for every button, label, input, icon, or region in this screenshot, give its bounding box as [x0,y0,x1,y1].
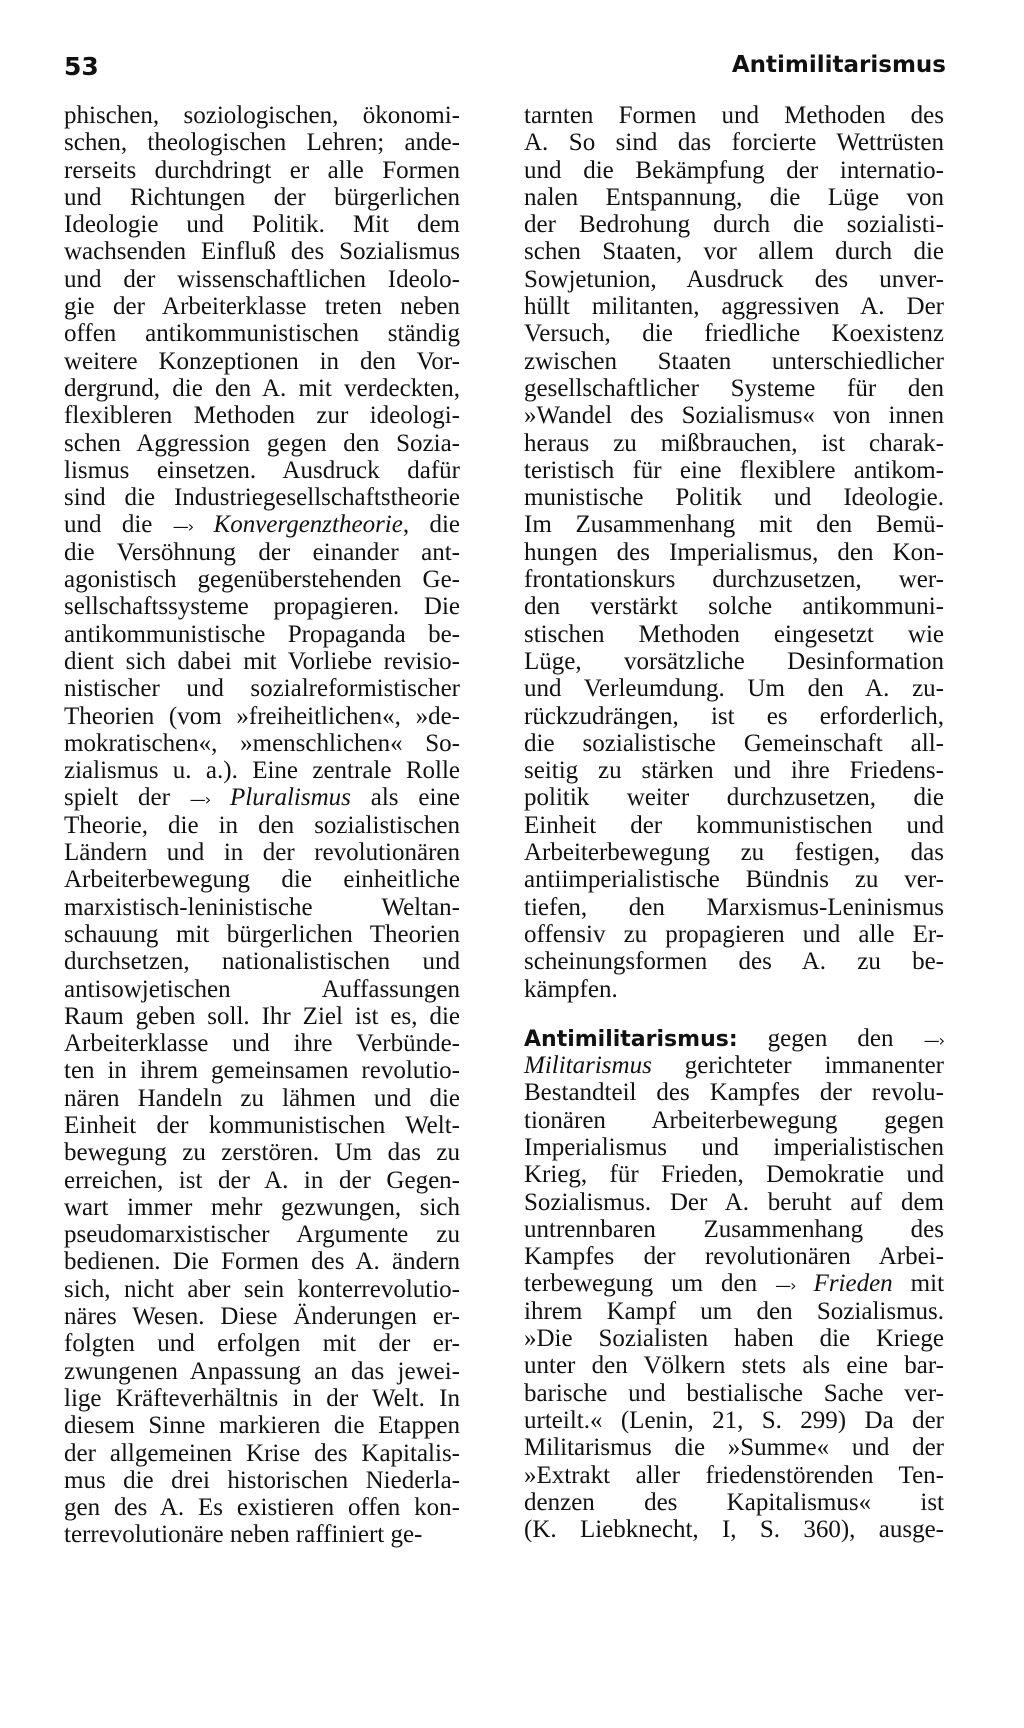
text-line: untrennbaren Zusammenhang des [524,1215,944,1243]
text-line: Im Zusammenhang mit den Bemü- [524,511,944,539]
text-line: offensiv zu propagieren und alle Er- [524,920,944,948]
text-line: scheinungsformen des A. zu be- [524,948,944,976]
text-line: »Extrakt aller friedenstörenden Ten- [524,1461,944,1489]
text-line: folgten und erfolgen mit der er- [64,1330,460,1358]
text-line: und Richtungen der bürgerlichen [64,183,460,211]
cross-reference-militarism: Militarismus [524,1052,652,1080]
left-column [64,102,460,1549]
text-line: »Wandel des Sozialismus« von innen [524,402,944,430]
text-line: diesem Sinne markieren die Etappen [64,1412,460,1440]
text-line: näres Wesen. Diese Änderungen er- [64,1303,460,1331]
text-line: und der wissenschaftlichen Ideolo- [64,265,460,293]
text-line: hüllt militanten, aggressiven A. Der [524,293,944,321]
text-line: tiefen, den Marxismus-Leninismus [524,893,944,921]
text-line: dergrund, die den A. mit verdeckten, [64,374,460,402]
text-line: barische und bestialische Sache ver- [524,1379,944,1407]
cross-reference-peace: Frieden [813,1270,893,1298]
text-line: schauung mit bürgerlichen Theorien [64,920,460,948]
cross-reference-arrow-icon: —› [775,1276,796,1296]
cross-reference-arrow-icon: —› [172,517,194,537]
text-line: »Die Sozialisten haben die Kriege [524,1325,944,1353]
text-line: sellschaftssysteme propagieren. Die [64,593,460,621]
text-line: Einheit der kommunistischen und [524,811,944,839]
text-line: ihrem Kampf um den Sozialismus. [524,1297,944,1325]
text-fragment: spielt der [64,784,170,812]
text-line: zwischen Staaten unterschiedlicher [524,347,944,375]
text-line: Arbeiterbewegung die einheitliche [64,866,460,894]
text-line: flexibleren Methoden zur ideologi- [64,402,460,430]
text-line: hungen des Imperialismus, den Kon- [524,538,944,566]
text-line: der allgemeinen Krise des Kapitalis- [64,1439,460,1467]
text-line: Bestandteil des Kampfes der revolu- [524,1079,944,1107]
text-line: urteilt.« (Lenin, 21, S. 299) Da der [524,1406,944,1434]
text-line [524,1052,944,1079]
text-line [64,511,460,538]
text-line: mokratischen«, »menschlichen« So- [64,729,460,757]
text-line: Krieg, für Frieden, Demokratie und [524,1161,944,1189]
text-line: tarnten Formen und Methoden des [524,102,944,129]
text-line: und die Bekämpfung der internatio- [524,156,944,184]
text-line: antisowjetischen Auffassungen [64,975,460,1003]
text-line: schen Aggression gegen den Sozia- [64,429,460,457]
text-line: A. So sind das forcierte Wettrüsten [524,129,944,157]
text-line: rerseits durchdringt er alle Formen [64,156,460,184]
entry-headword: Antimilitarismus: [524,1026,738,1052]
text-line: und Verleumdung. Um den A. zu- [524,675,944,703]
text-line: antiimperialistische Bündnis zu ver- [524,866,944,894]
text-fragment: und die [64,511,153,539]
text-line: lige Kräfteverhältnis in der Welt. In [64,1384,460,1412]
text-line: Ideologie und Politik. Mit dem [64,211,460,239]
text-line: Theorie, die in den sozialistischen [64,811,460,839]
text-line: gen des A. Es existieren offen kon- [64,1494,460,1522]
cross-reference-arrow-icon: —› [189,790,211,810]
entry-spacer [524,1003,944,1025]
text-line: zwungenen Anpassung an das jewei- [64,1357,460,1385]
text-line: gesellschaftlicher Systeme für den [524,374,944,402]
text-line: tionären Arbeiterbewegung gegen [524,1106,944,1134]
text-line: Kampfes der revolutionären Arbei- [524,1243,944,1271]
text-line: bewegung zu zerstören. Um das zu [64,1139,460,1167]
text-line: Arbeiterbewegung zu festigen, das [524,839,944,867]
text-fragment: mit [892,1270,945,1298]
text-line: zialismus u. a.). Eine zentrale Rolle [64,757,460,785]
text-line: antikommunistische Propaganda be- [64,620,460,648]
text-line: schen, theologischen Lehren; ande- [64,129,460,157]
page-header [64,52,946,84]
text-line: marxistisch-leninistische Weltan- [64,893,460,921]
text-line: lismus einsetzen. Ausdruck dafür [64,456,460,484]
text-line [524,1270,944,1297]
text-line: Sozialismus. Der A. beruht auf dem [524,1188,944,1216]
text-line: seitig zu stärken und ihre Friedens- [524,757,944,785]
text-line: Ländern und in der revolutionären [64,839,460,867]
text-line: der Bedrohung durch die sozialisti- [524,211,944,239]
text-line: wart immer mehr gezwungen, sich [64,1193,460,1221]
text-line: die sozialistische Gemeinschaft all- [524,729,944,757]
cross-reference-arrow-icon: —› [923,1030,944,1050]
text-line: pseudomarxistischer Argumente zu [64,1221,460,1249]
text-line: terrevolutionäre neben raffiniert ge- [64,1521,423,1549]
right-column [524,102,944,1543]
text-line: weitere Konzeptionen in den Vor- [64,347,460,375]
text-line [64,784,460,811]
text-line: agonistisch gegenüberstehenden Ge- [64,566,460,594]
text-line: wachsenden Einfluß des Sozialismus [64,238,460,266]
text-line: Arbeiterklasse und ihre Verbünde- [64,1030,460,1058]
text-line: durchsetzen, nationalistischen und [64,948,460,976]
text-line: gie der Arbeiterklasse treten neben [64,293,460,321]
text-line: die Versöhnung der einander ant- [64,538,460,566]
text-line: Sowjetunion, Ausdruck des unver- [524,265,944,293]
entry-first-line [524,1025,944,1052]
text-line: politik weiter durchzusetzen, die [524,784,944,812]
text-line: kämpfen. [524,975,618,1003]
text-fragment: gegen den [737,1024,894,1052]
text-line: teristisch für eine flexiblere antikom- [524,456,944,484]
text-line: offen antikommunistischen ständig [64,320,460,348]
text-fragment: , die [402,511,460,539]
text-line: mus die drei historischen Niederla- [64,1466,460,1494]
text-line: nalen Entspannung, die Lüge von [524,183,944,211]
text-line: dient sich dabei mit Vorliebe revisio- [64,647,460,675]
text-fragment: als eine [350,784,460,812]
text-line: munistische Politik und Ideologie. [524,484,944,512]
text-line: heraus zu mißbrauchen, ist charak- [524,429,944,457]
text-fragment: gerichteter immanenter [651,1052,944,1080]
text-line: schen Staaten, vor allem durch die [524,238,944,266]
running-head: Antimilitarismus [731,52,946,78]
text-line: sind die Industriegesellschaftstheorie [64,484,460,512]
text-line: phischen, soziologischen, ökonomi- [64,102,460,129]
text-line: Versuch, die friedliche Koexistenz [524,320,944,348]
text-line: unter den Völkern stets als eine bar- [524,1352,944,1380]
text-line: Militarismus die »Summe« und der [524,1434,944,1462]
text-line: Imperialismus und imperialistischen [524,1133,944,1161]
text-line: stischen Methoden eingesetzt wie [524,620,944,648]
text-line: rückzudrängen, ist es erforderlich, [524,702,944,730]
text-line: erreichen, ist der A. in der Gegen- [64,1166,460,1194]
text-line: nistischer und sozialreformistischer [64,675,460,703]
text-line: sich, nicht aber sein konterrevolutio- [64,1275,460,1303]
text-line: bedienen. Die Formen des A. ändern [64,1248,460,1276]
text-line: frontationskurs durchzusetzen, wer- [524,566,944,594]
text-line: den verstärkt solche antikommuni- [524,593,944,621]
cross-reference-convergence-theory: Konvergenztheorie [213,511,403,539]
text-line: Raum geben soll. Ihr Ziel ist es, die [64,1002,460,1030]
page-number: 53 [64,52,99,81]
text-line: Lüge, vorsätzliche Desinformation [524,647,944,675]
cross-reference-pluralism: Pluralismus [230,784,351,812]
text-line: ten in ihrem gemeinsamen revolutio- [64,1057,460,1085]
text-line: Theorien (vom »freiheitlichen«, »de- [64,702,460,730]
text-fragment: terbewegung um den [524,1270,758,1298]
text-line: (K. Liebknecht, I, S. 360), ausge- [524,1516,944,1544]
text-line: denzen des Kapitalismus« ist [524,1488,944,1516]
text-line: nären Handeln zu lähmen und die [64,1084,460,1112]
text-line: Einheit der kommunistischen Welt- [64,1111,460,1139]
